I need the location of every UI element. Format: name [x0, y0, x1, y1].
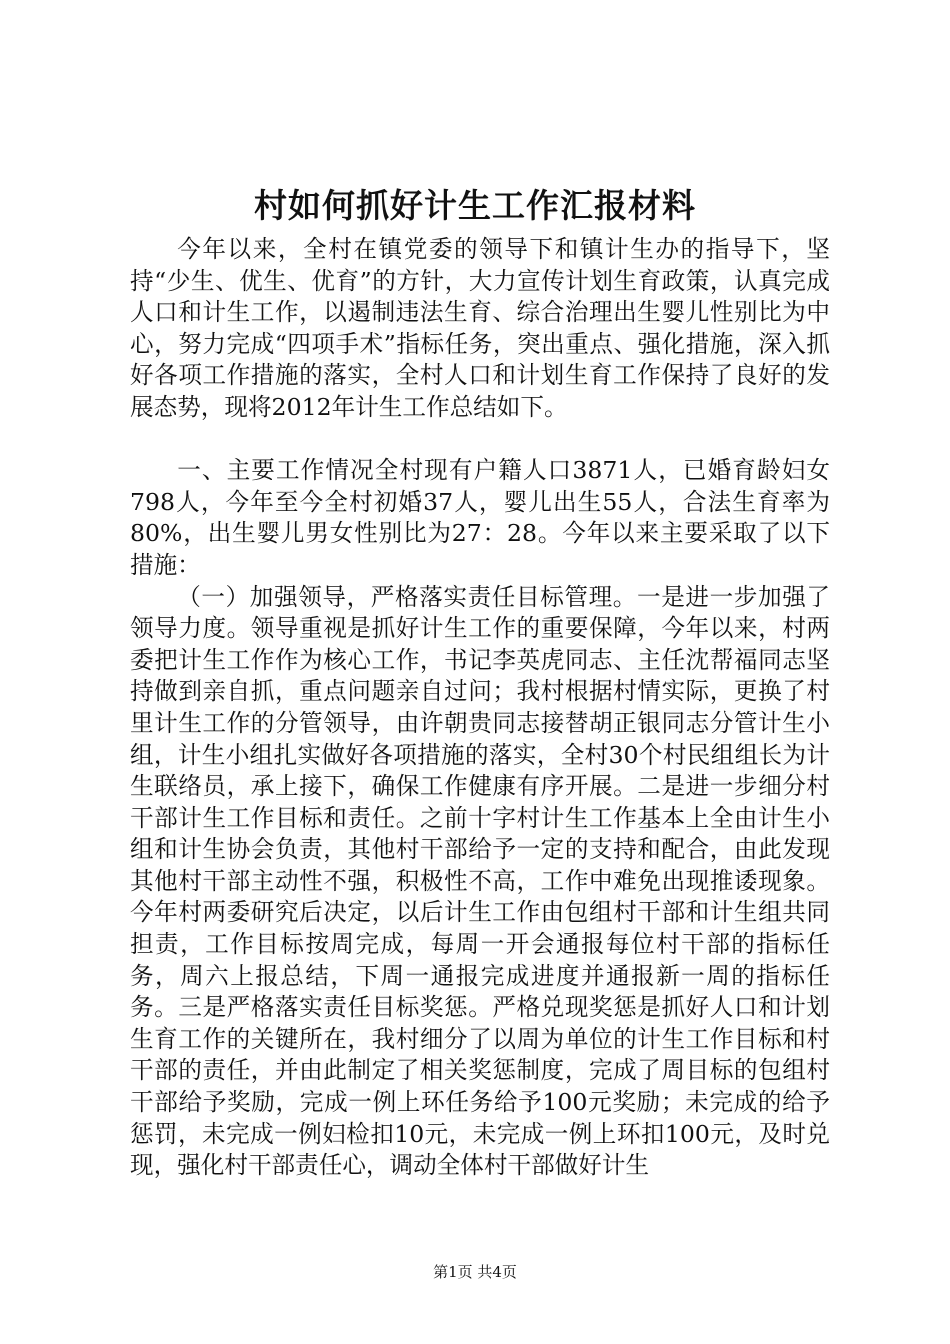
work-overview-paragraph: 一、主要工作情况全村现有户籍人口3871人，已婚育龄妇女798人，今年至今全村初婚37人，婴儿出生55人，合法生育率为80%，出生婴儿男女性别比为27：28。今年以来主要采取了以下措施： — [130, 456, 830, 579]
leadership-paragraph: （一）加强领导，严格落实责任目标管理。一是进一步加强了领导力度。领导重视是抓好计生工作的重要保障，今年以来，村两委把计生工作作为核心工作，书记李英虎同志、主任沈帮福同志坚持做到亲自抓，重点问题亲自过问；我村根据村情实际，更换了村里计生工作的分管领导，由许朝贵同志接替胡正银同志分管计生小组，计生小组扎实做好各项措施的落实，全村30个村民组组长为计生联络员，承上接下，确保工作健康有序开展。二是进一步细分村干部计生工作目标和责任。之前十字村计生工作基本上全由计生小组和计生协会负责，其他村干部给予一定的支持和配合，由此发现其他村干部主动性不强，积极性不高，工作中难免出现推诿现象。今年村两委研究后决定，以后计生工作由包组村干部和计生组共同担责，工作目标按周完成，每周一开会通报每位村干部的指标任务，周六上报总结，下周一通报完成进度并通报新一周的指标任务。三是严格落实责任目标奖惩。严格兑现奖惩是抓好人口和计划生育工作的关键所在，我村细分了以周为单位的计生工作目标和村干部的责任，并由此制定了相关奖惩制度，完成了周目标的包组村干部给予奖励，完成一例上环任务给予100元奖励；未完成的给予惩罚，未完成一例妇检扣10元，未完成一例上环扣100元，及时兑现，强化村干部责任心，调动全体村干部做好计生 — [130, 582, 830, 1180]
intro-paragraph: 今年以来，全村在镇党委的领导下和镇计生办的指导下，坚持“少生、优生、优育”的方针，大力宣传计划生育政策，认真完成人口和计生工作，以遏制违法生育、综合治理出生婴儿性别比为中心，努力完成“四项手术”指标任务，突出重点、强化措施，深入抓好各项工作措施的落实，全村人口和计划生育工作保持了良好的发展态势，现将2012年计生工作总结如下。 — [130, 235, 830, 421]
document-title: 村如何抓好计生工作汇报材料 — [254, 186, 696, 225]
document-body — [130, 234, 830, 1182]
page-number: 第1页 共4页 — [433, 1263, 517, 1281]
